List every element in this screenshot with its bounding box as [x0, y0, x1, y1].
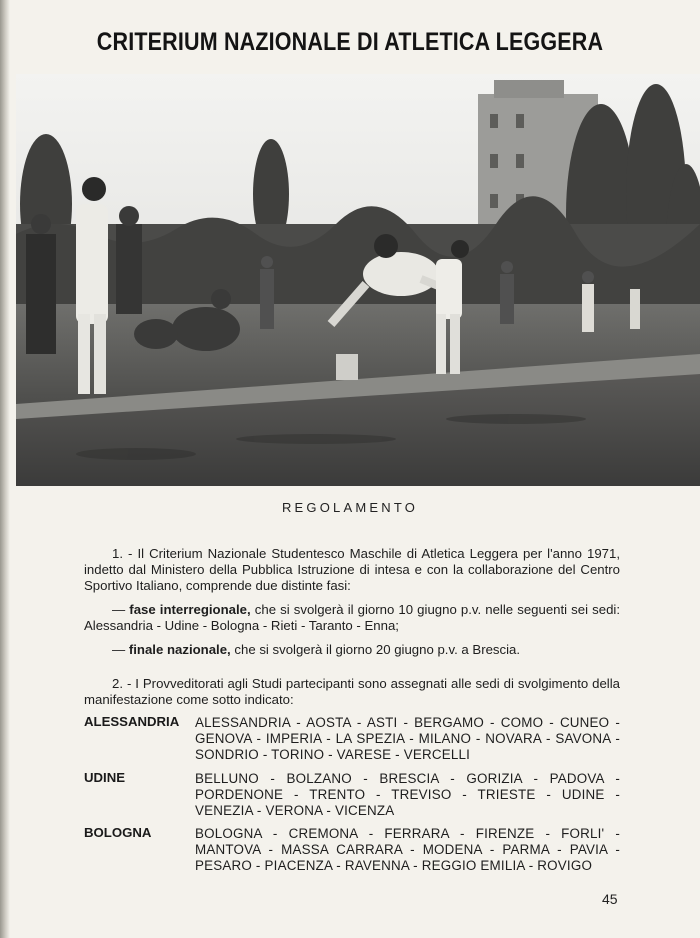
rule-paragraph-1: 1. - Il Criterium Nazionale Studentesco Maschile di Atletica Leggera per l'anno 1971, indetto dal Ministero della Pubblica Istruzione di intesa e con la collaborazione del Centro Sportivo Italiano, comprende due distinte fasi:	[84, 546, 620, 593]
region-label-bologna: BOLOGNA	[84, 825, 152, 840]
region-list-bologna: BOLOGNA - CREMONA - FERRARA - FIRENZE - FORLI' - MANTOVA - MASSA CARRARA - MODENA - PARMA - PAVIA - PESARO - PIACENZA - RAVENNA - REGGIO EMILIA - ROVIGO	[195, 826, 620, 873]
page-binding-shadow	[0, 0, 10, 938]
region-label-udine: UDINE	[84, 770, 126, 785]
phase-national	[84, 642, 620, 658]
page-title: CRITERIUM NAZIONALE DI ATLETICA LEGGERA	[96, 28, 604, 56]
phase-label: finale nazionale,	[128, 642, 231, 657]
section-heading: REGOLAMENTO	[281, 500, 419, 515]
phase-text: che si svolgerà il giorno 20 giugno p.v. a Brescia.	[230, 642, 521, 657]
phase-label: fase interregionale,	[129, 602, 251, 617]
page-number: 45	[602, 891, 618, 907]
long-jump-photo	[16, 74, 700, 486]
region-label-alessandria: ALESSANDRIA	[84, 714, 180, 729]
region-list-udine: BELLUNO - BOLZANO - BRESCIA - GORIZIA - PADOVA - PORDENONE - TRENTO - TREVISO - TRIESTE - UDINE - VENEZIA - VERONA - VICENZA	[195, 771, 620, 818]
region-list-alessandria: ALESSANDRIA - AOSTA - ASTI - BERGAMO - COMO - CUNEO - GENOVA - IMPERIA - LA SPEZIA - MILANO - NOVARA - SAVONA - SONDRIO - TORINO - VARESE - VERCELLI	[195, 715, 620, 762]
phase-text: che si svolgerà il giorno 10 giugno p.v. nelle seguenti sei sedi: Alessandria - Udine - Bologna - Rieti - Taranto - Enna;	[84, 602, 620, 633]
phase-dash: —	[112, 642, 129, 657]
rule-paragraph-2: 2. - I Provveditorati agli Studi partecipanti sono assegnati alle sedi di svolgimento della manifestazione come sotto indicato:	[84, 676, 620, 707]
phase-interregional	[84, 602, 620, 634]
phase-dash: —	[112, 602, 130, 617]
